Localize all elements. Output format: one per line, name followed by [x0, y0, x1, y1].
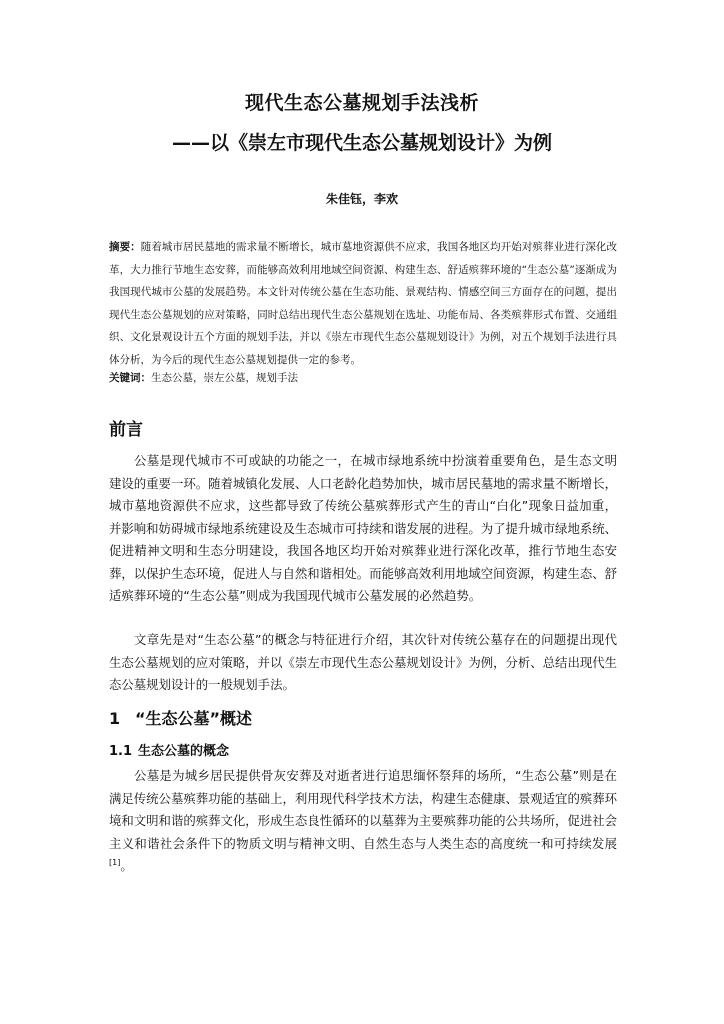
abstract: [109, 236, 617, 372]
section-1-number: 1: [109, 709, 121, 728]
section-1-1-heading: [109, 740, 229, 759]
section-1-1-paragraph: [109, 765, 617, 878]
authors: 朱佳钰，李欢: [325, 192, 398, 206]
keywords-label: 关键词：: [109, 372, 151, 384]
keywords-text: 生态公墓，崇左公墓，规划手法: [151, 372, 298, 384]
section-1-heading: [109, 706, 252, 729]
intro-paragraph-1: 公墓是现代城市不可或缺的功能之一，在城市绿地系统中扮演着重要角色，是生态文明建设的重要一环。随着城镇化发展、人口老龄化趋势加快，城市居民墓地的需求量不断增长，城市墓地资源供不应求，这些都导致了传统公墓殡葬形式产生的青山“白化”现象日益加重，并影响和妨碍城市绿地系统建设及生态城市可持续和谐发展的进程。为了提升城市绿地系统、促进精神文明和生态分明建设，我国各地区均开始对殡葬业进行深化改革，推行节地生态安葬，以保护生态环境，促进人与自然和谐相处。而能够高效利用地域空间资源，构建生态、舒适殡葬环境的“生态公墓”则成为我国现代城市公墓发展的必然趋势。: [109, 453, 618, 603]
paper-subtitle: ——以《崇左市现代生态公墓规划设计》为例: [171, 132, 552, 154]
abstract-text: 随着城市居民墓地的需求量不断增长，城市墓地资源供不应求，我国各地区均开始对殡葬业进行深化改革，大力推行节地生态安葬，而能够高效利用地域空间资源、构建生态、舒适殡葬环境的“生态公墓”逐渐成为我国现代城市公墓的发展趋势。本文针对传统公墓在生态功能、景观结构、情感空间三方面存在的问题，提出现代生态公墓规划的应对策略，同时总结出现代生态公墓规划在选址、功能布局、各类殡葬形式布置、交通组织、文化景观设计五个方面的规划手法，并以《崇左市现代生态公墓规划设计》为例，对五个规划手法进行具体分析，为今后的现代生态公墓规划提供一定的参考。: [109, 241, 618, 366]
section-1-title: “生态公墓”概述: [135, 709, 253, 728]
section-1-1-title: 生态公墓的概念: [138, 744, 230, 759]
section-1-1-text: 公墓是为城乡居民提供骨灰安葬及对逝者进行追思缅怀祭拜的场所，“生态公墓”则是在满足传统公墓殡葬功能的基础上，利用现代科学技术方法，构建生态健康、景观适宜的殡葬环境和文明和谐的殡葬文化，形成生态良性循环的以墓葬为主要殡葬功能的公共场所，促进社会主义和谐社会条件下的物质文明与精神文明、自然生态与人类生态的高度统一和可持续发展: [109, 768, 618, 851]
citation-ref[interactable]: [1]: [109, 857, 121, 867]
intro-paragraph-2: 文章先是对“生态公墓”的概念与特征进行介绍，其次针对传统公墓存在的问题提出现代生态公墓规划的应对策略，并以《崇左市现代生态公墓规划设计》为例，分析、总结出现代生态公墓规划设计的一般规划手法。: [109, 632, 618, 692]
abstract-label: 摘要：: [109, 241, 141, 253]
section-1-1-end: 。: [120, 858, 133, 873]
intro-heading: 前言: [109, 420, 143, 440]
keywords: [109, 368, 617, 388]
section-1-1-number: 1.1: [109, 744, 133, 759]
paper-title: 现代生态公墓规划手法浅析: [244, 92, 479, 114]
